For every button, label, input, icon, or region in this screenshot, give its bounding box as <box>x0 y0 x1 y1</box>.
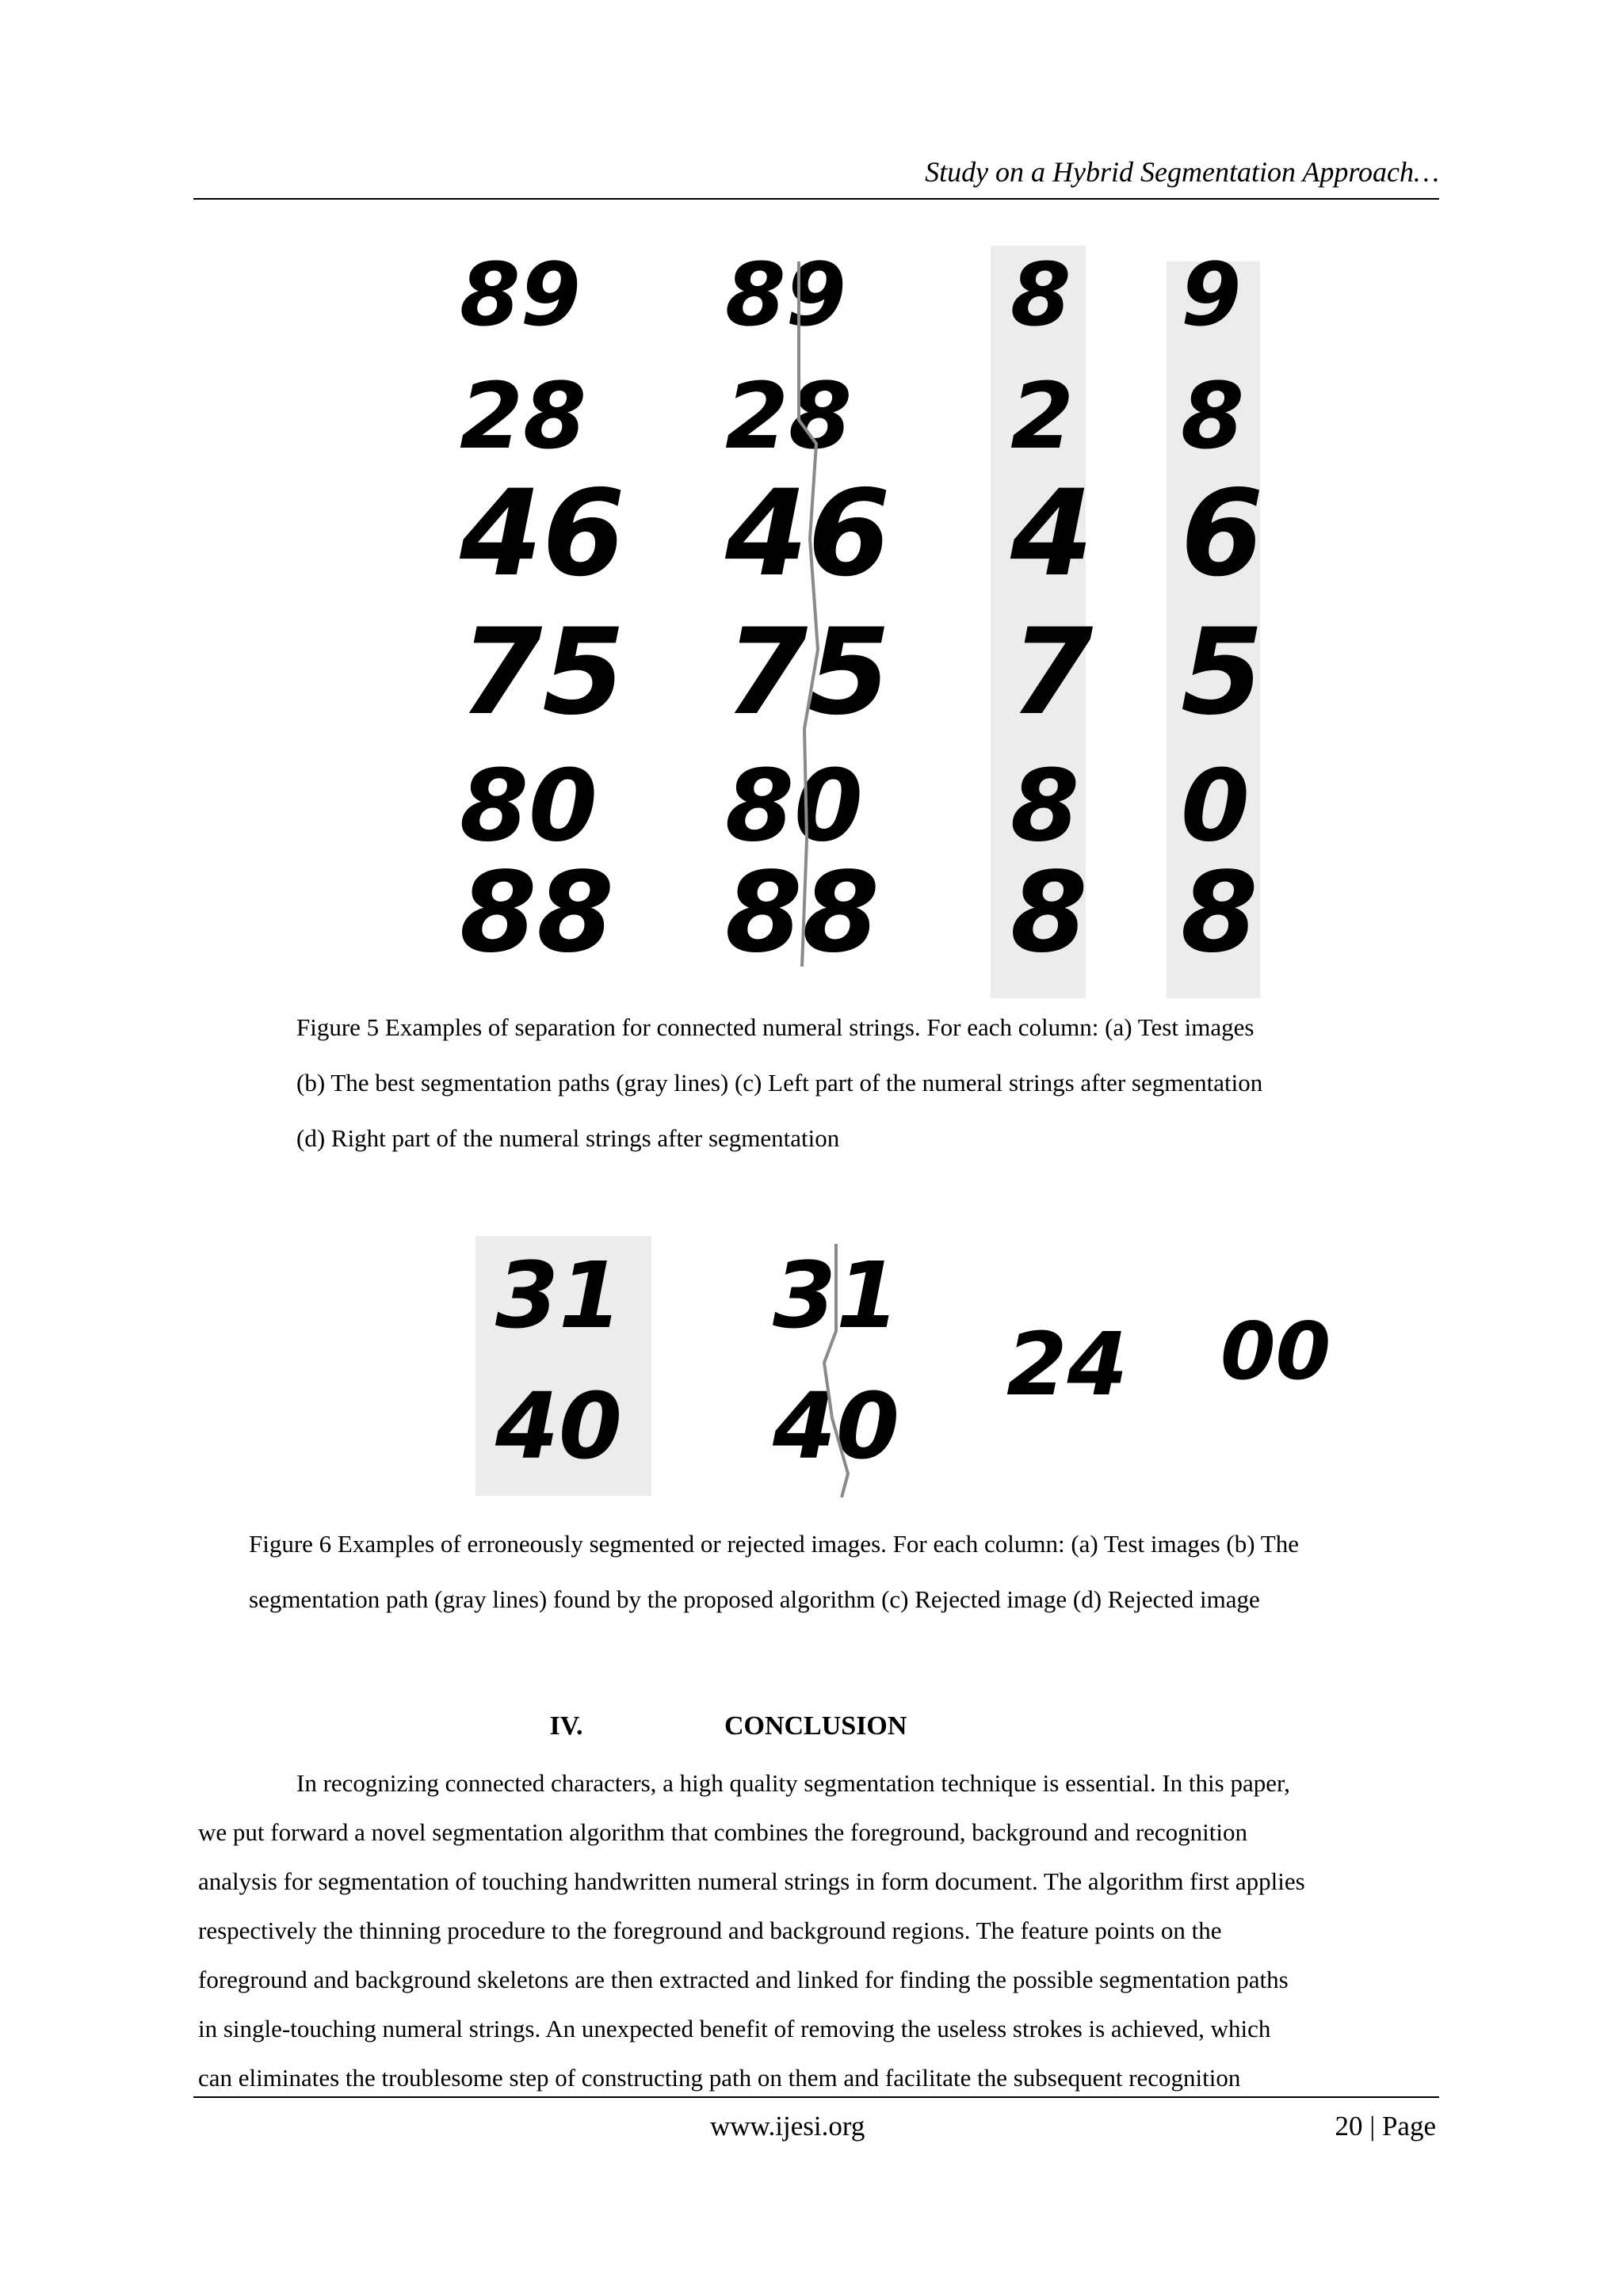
figure-6 <box>475 1236 1379 1505</box>
right-part-numeral: 8 <box>1181 364 1245 470</box>
caption-line: (d) Right part of the numeral strings after segmentation <box>296 1124 840 1152</box>
paragraph-line: foreground and background skeletons are then extracted and linked for finding the possible segmentation paths <box>198 1966 1289 1993</box>
footer-page-number: 20 | Page <box>1335 2111 1436 2142</box>
test-image-numeral: 88 <box>460 849 614 978</box>
rejected-image-c: 24 <box>1006 1314 1128 1415</box>
column-a-test-images <box>459 244 625 978</box>
caption-line: Figure 5 Examples of separation for connected numeral strings. For each column: (a) Test images <box>296 1013 1254 1041</box>
column-b-segmentation-path <box>772 1243 899 1497</box>
figure-5 <box>444 238 1284 998</box>
rejected-image-d: 00 <box>1220 1305 1331 1398</box>
paragraph-line: In recognizing connected characters, a high quality segmentation technique is essential. In this paper, <box>296 1769 1290 1797</box>
test-image-numeral: 89 <box>460 244 582 345</box>
paragraph-line: can eliminates the troublesome step of constructing path on them and facilitate the subsequent recognition <box>198 2064 1241 2092</box>
running-title: Study on a Hybrid Segmentation Approach… <box>925 156 1439 188</box>
segmented-numeral: 31 <box>773 1243 900 1349</box>
conclusion-paragraph <box>198 1759 1434 2103</box>
right-part-numeral: 9 <box>1181 244 1242 345</box>
caption-line: segmentation path (gray lines) found by the proposed algorithm (c) Rejected image (d) Rejected image <box>249 1585 1260 1613</box>
figure-6-caption <box>249 1516 1469 1627</box>
figure-5-caption <box>296 1000 1453 1166</box>
segmented-numeral: 89 <box>725 244 847 345</box>
right-part-numeral: 0 <box>1181 749 1250 864</box>
section-title: CONCLUSION <box>724 1711 907 1741</box>
figure-6-image <box>475 1236 1379 1505</box>
caption-line: (b) The best segmentation paths (gray lines) (c) Left part of the numeral strings after segmentation <box>296 1069 1263 1097</box>
test-image-numeral: 40 <box>495 1374 623 1480</box>
segmented-numeral: 28 <box>725 364 853 470</box>
column-b-segmentation-paths <box>724 244 891 978</box>
left-part-numeral: 8 <box>1010 244 1071 345</box>
test-image-numeral: 28 <box>460 364 587 470</box>
footer-rule <box>193 2096 1439 2098</box>
section-heading <box>0 1711 1623 1741</box>
segmented-numeral: 88 <box>725 849 880 978</box>
test-image-numeral: 31 <box>495 1243 623 1349</box>
figure-5-image <box>444 238 1284 998</box>
segmented-numeral: 80 <box>725 749 863 864</box>
paragraph-line: respectively the thinning procedure to the foreground and background regions. The feature points on the <box>198 1917 1222 1944</box>
paragraph-line: analysis for segmentation of touching handwritten numeral strings in form document. The algorithm first applies <box>198 1867 1305 1895</box>
segmented-numeral: 40 <box>773 1374 900 1480</box>
test-image-numeral: 80 <box>460 749 598 864</box>
right-part-numeral: 5 <box>1181 604 1264 742</box>
footer-url[interactable]: www.ijesi.org <box>710 2111 865 2142</box>
left-part-numeral: 4 <box>1010 465 1094 603</box>
header-rule <box>193 198 1439 200</box>
paragraph-line: in single-touching numeral strings. An unexpected benefit of removing the useless strokes is achieved, which <box>198 2015 1271 2042</box>
segmented-numeral: 46 <box>725 465 891 603</box>
right-part-numeral: 6 <box>1181 465 1264 603</box>
segmented-numeral: 75 <box>725 604 891 742</box>
caption-line: Figure 6 Examples of erroneously segmented or rejected images. For each column: (a) Test images (b) The <box>249 1530 1299 1558</box>
left-part-numeral: 8 <box>1010 749 1079 864</box>
section-number: IV. <box>549 1711 583 1741</box>
paragraph-line: we put forward a novel segmentation algorithm that combines the foreground, background and recognition <box>198 1818 1248 1846</box>
test-image-numeral: 75 <box>460 604 625 742</box>
left-part-numeral: 8 <box>1010 849 1088 978</box>
test-image-numeral: 46 <box>460 465 625 603</box>
left-part-numeral: 2 <box>1010 364 1075 470</box>
right-part-numeral: 8 <box>1181 849 1258 978</box>
left-part-numeral: 7 <box>1010 604 1094 742</box>
